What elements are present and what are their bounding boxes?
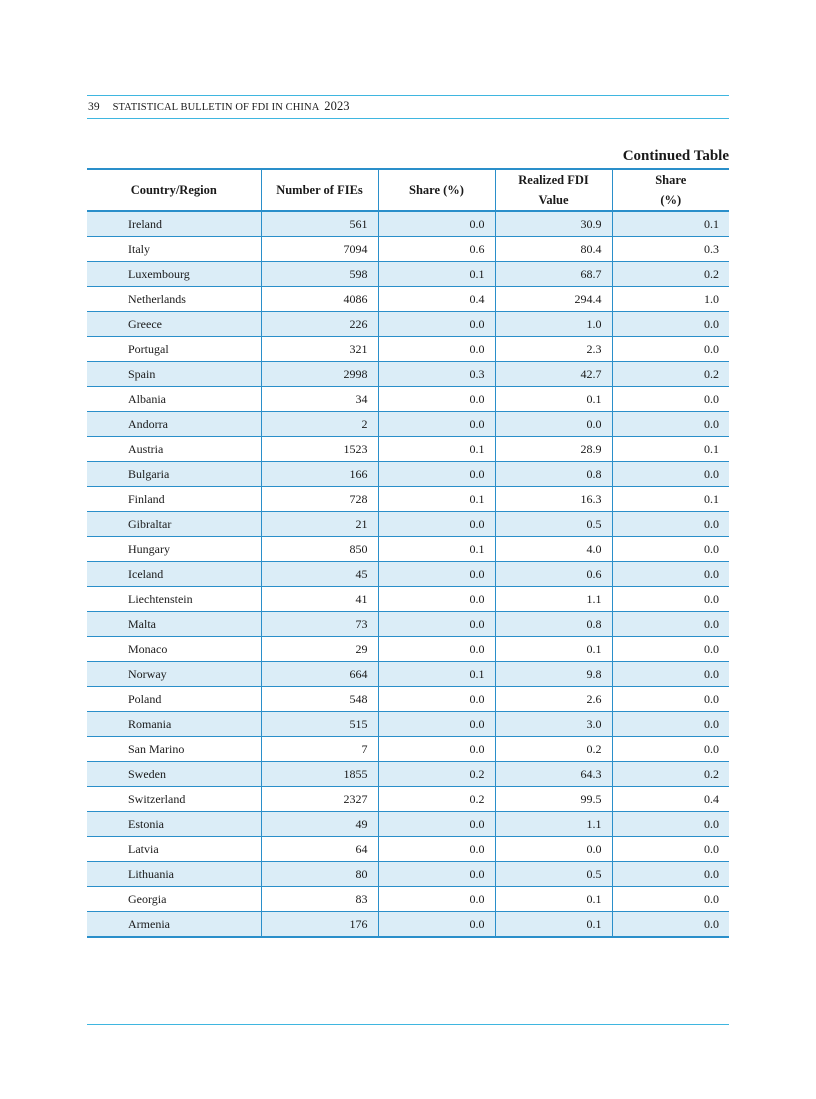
cell-country: Norway: [87, 662, 261, 687]
table-row: [87, 537, 729, 562]
cell-fies: 1523: [261, 437, 378, 462]
header-fies: [261, 169, 378, 211]
cell-country: Spain: [87, 362, 261, 387]
cell-country: Monaco: [87, 637, 261, 662]
cell-fdi-share: 0.0: [612, 862, 729, 887]
cell-fdi-share: 0.2: [612, 762, 729, 787]
cell-fdi-share: 0.0: [612, 912, 729, 938]
page-number: 39: [88, 101, 100, 113]
running-head: [88, 99, 350, 114]
cell-share: 0.0: [378, 211, 495, 237]
cell-realized-fdi: 99.5: [495, 787, 612, 812]
table-row: [87, 587, 729, 612]
cell-fdi-share: 0.0: [612, 537, 729, 562]
cell-fdi-share: 0.0: [612, 662, 729, 687]
cell-share: 0.1: [378, 262, 495, 287]
cell-fies: 548: [261, 687, 378, 712]
cell-fdi-share: 0.0: [612, 387, 729, 412]
cell-share: 0.0: [378, 387, 495, 412]
cell-fdi-share: 0.0: [612, 637, 729, 662]
table-row: [87, 237, 729, 262]
header-realized-fdi: [495, 169, 612, 211]
table-row: [87, 412, 729, 437]
table-row: [87, 737, 729, 762]
header-realized-fdi-line1: Realized FDI: [518, 173, 589, 187]
cell-share: 0.0: [378, 687, 495, 712]
cell-fdi-share: 0.2: [612, 362, 729, 387]
cell-realized-fdi: 64.3: [495, 762, 612, 787]
table-header-row: [87, 169, 729, 211]
cell-fdi-share: 0.2: [612, 262, 729, 287]
cell-fdi-share: 0.0: [612, 712, 729, 737]
cell-fies: 73: [261, 612, 378, 637]
table-row: [87, 262, 729, 287]
cell-fies: 598: [261, 262, 378, 287]
header-fdi-share-line1: Share: [655, 173, 687, 187]
cell-country: Greece: [87, 312, 261, 337]
cell-fdi-share: 0.1: [612, 211, 729, 237]
fdi-table: [87, 168, 729, 938]
cell-country: Latvia: [87, 837, 261, 862]
cell-realized-fdi: 0.5: [495, 512, 612, 537]
cell-realized-fdi: 0.0: [495, 837, 612, 862]
cell-country: Ireland: [87, 211, 261, 237]
cell-share: 0.0: [378, 562, 495, 587]
cell-realized-fdi: 30.9: [495, 211, 612, 237]
table-row: [87, 312, 729, 337]
table-row: [87, 912, 729, 938]
cell-share: 0.6: [378, 237, 495, 262]
cell-share: 0.0: [378, 462, 495, 487]
table-row: [87, 362, 729, 387]
cell-country: Liechtenstein: [87, 587, 261, 612]
cell-fies: 1855: [261, 762, 378, 787]
cell-fies: 45: [261, 562, 378, 587]
header-country-label: Country/Region: [130, 183, 217, 197]
cell-country: Italy: [87, 237, 261, 262]
cell-realized-fdi: 4.0: [495, 537, 612, 562]
cell-fdi-share: 0.1: [612, 487, 729, 512]
table-row: [87, 837, 729, 862]
cell-share: 0.1: [378, 487, 495, 512]
table-row: [87, 287, 729, 312]
cell-fies: 226: [261, 312, 378, 337]
cell-realized-fdi: 2.3: [495, 337, 612, 362]
cell-fies: 850: [261, 537, 378, 562]
cell-fies: 2998: [261, 362, 378, 387]
cell-fdi-share: 0.3: [612, 237, 729, 262]
table-row: [87, 862, 729, 887]
cell-fdi-share: 0.4: [612, 787, 729, 812]
cell-fies: 664: [261, 662, 378, 687]
cell-fdi-share: 0.0: [612, 587, 729, 612]
cell-realized-fdi: 0.8: [495, 462, 612, 487]
cell-realized-fdi: 28.9: [495, 437, 612, 462]
cell-share: 0.0: [378, 637, 495, 662]
cell-fdi-share: 1.0: [612, 287, 729, 312]
cell-realized-fdi: 16.3: [495, 487, 612, 512]
cell-country: Finland: [87, 487, 261, 512]
cell-share: 0.4: [378, 287, 495, 312]
cell-country: Netherlands: [87, 287, 261, 312]
bulletin-title: STATISTICAL BULLETIN OF FDI IN CHINA: [112, 102, 320, 113]
cell-fies: 80: [261, 862, 378, 887]
table-row: [87, 337, 729, 362]
cell-fies: 34: [261, 387, 378, 412]
table-caption: Continued Table: [622, 148, 729, 164]
bulletin-year: 2023: [324, 99, 350, 113]
cell-fdi-share: 0.0: [612, 462, 729, 487]
cell-realized-fdi: 0.1: [495, 387, 612, 412]
header-fies-label: Number of FIEs: [276, 183, 363, 197]
cell-country: Luxembourg: [87, 262, 261, 287]
table-row: [87, 487, 729, 512]
cell-share: 0.0: [378, 512, 495, 537]
cell-share: 0.1: [378, 662, 495, 687]
cell-country: Gibraltar: [87, 512, 261, 537]
cell-share: 0.1: [378, 437, 495, 462]
table-row: [87, 687, 729, 712]
cell-fies: 2: [261, 412, 378, 437]
header-share: [378, 169, 495, 211]
table-body: [87, 211, 729, 937]
header-fdi-share-line2: (%): [660, 193, 682, 207]
table-row: [87, 812, 729, 837]
table-row: [87, 612, 729, 637]
cell-fdi-share: 0.0: [612, 312, 729, 337]
cell-realized-fdi: 0.0: [495, 412, 612, 437]
table-row: [87, 562, 729, 587]
cell-realized-fdi: 1.1: [495, 812, 612, 837]
cell-fies: 176: [261, 912, 378, 938]
cell-country: Portugal: [87, 337, 261, 362]
cell-country: Austria: [87, 437, 261, 462]
cell-realized-fdi: 0.1: [495, 887, 612, 912]
cell-fies: 29: [261, 637, 378, 662]
header-rule-top: [87, 95, 729, 96]
cell-share: 0.0: [378, 712, 495, 737]
cell-country: Poland: [87, 687, 261, 712]
cell-share: 0.2: [378, 787, 495, 812]
cell-country: Albania: [87, 387, 261, 412]
cell-realized-fdi: 1.1: [495, 587, 612, 612]
cell-fdi-share: 0.0: [612, 687, 729, 712]
cell-country: Switzerland: [87, 787, 261, 812]
cell-realized-fdi: 0.6: [495, 562, 612, 587]
cell-country: Hungary: [87, 537, 261, 562]
cell-fdi-share: 0.0: [612, 562, 729, 587]
cell-fies: 4086: [261, 287, 378, 312]
cell-realized-fdi: 2.6: [495, 687, 612, 712]
header-country: [87, 169, 261, 211]
cell-country: Georgia: [87, 887, 261, 912]
cell-country: Lithuania: [87, 862, 261, 887]
table-row: [87, 211, 729, 237]
cell-fies: 321: [261, 337, 378, 362]
table-row: [87, 712, 729, 737]
cell-fies: 21: [261, 512, 378, 537]
cell-fdi-share: 0.0: [612, 512, 729, 537]
cell-share: 0.3: [378, 362, 495, 387]
cell-fies: 2327: [261, 787, 378, 812]
table-row: [87, 762, 729, 787]
cell-realized-fdi: 0.1: [495, 912, 612, 938]
cell-country: Armenia: [87, 912, 261, 938]
cell-share: 0.0: [378, 887, 495, 912]
header-fdi-share: [612, 169, 729, 211]
cell-fdi-share: 0.0: [612, 812, 729, 837]
cell-realized-fdi: 0.1: [495, 637, 612, 662]
table-row: [87, 512, 729, 537]
cell-country: Andorra: [87, 412, 261, 437]
cell-fdi-share: 0.0: [612, 337, 729, 362]
cell-country: Estonia: [87, 812, 261, 837]
table-row: [87, 637, 729, 662]
table-row: [87, 787, 729, 812]
cell-fies: 7094: [261, 237, 378, 262]
cell-fies: 83: [261, 887, 378, 912]
cell-share: 0.0: [378, 862, 495, 887]
table-row: [87, 462, 729, 487]
cell-share: 0.0: [378, 912, 495, 938]
cell-fdi-share: 0.0: [612, 837, 729, 862]
cell-realized-fdi: 68.7: [495, 262, 612, 287]
header-share-label: Share (%): [409, 183, 464, 197]
cell-share: 0.2: [378, 762, 495, 787]
cell-realized-fdi: 3.0: [495, 712, 612, 737]
cell-country: Sweden: [87, 762, 261, 787]
cell-realized-fdi: 0.2: [495, 737, 612, 762]
cell-fies: 561: [261, 211, 378, 237]
cell-realized-fdi: 9.8: [495, 662, 612, 687]
header-realized-fdi-line2: Value: [538, 193, 569, 207]
cell-realized-fdi: 0.5: [495, 862, 612, 887]
cell-share: 0.0: [378, 337, 495, 362]
cell-fies: 515: [261, 712, 378, 737]
cell-country: San Marino: [87, 737, 261, 762]
table-row: [87, 437, 729, 462]
cell-share: 0.0: [378, 812, 495, 837]
cell-realized-fdi: 42.7: [495, 362, 612, 387]
cell-share: 0.0: [378, 737, 495, 762]
cell-country: Bulgaria: [87, 462, 261, 487]
cell-fies: 41: [261, 587, 378, 612]
cell-share: 0.0: [378, 837, 495, 862]
header-rule-bottom: [87, 118, 729, 119]
cell-realized-fdi: 1.0: [495, 312, 612, 337]
cell-realized-fdi: 294.4: [495, 287, 612, 312]
footer-rule: [87, 1024, 729, 1025]
cell-country: Iceland: [87, 562, 261, 587]
cell-share: 0.0: [378, 587, 495, 612]
table-row: [87, 662, 729, 687]
cell-fies: 49: [261, 812, 378, 837]
cell-fies: 166: [261, 462, 378, 487]
cell-realized-fdi: 80.4: [495, 237, 612, 262]
cell-fies: 64: [261, 837, 378, 862]
cell-share: 0.0: [378, 312, 495, 337]
cell-share: 0.0: [378, 612, 495, 637]
cell-fdi-share: 0.0: [612, 612, 729, 637]
cell-country: Romania: [87, 712, 261, 737]
cell-fdi-share: 0.1: [612, 437, 729, 462]
table-row: [87, 887, 729, 912]
cell-fdi-share: 0.0: [612, 887, 729, 912]
cell-fies: 7: [261, 737, 378, 762]
cell-fdi-share: 0.0: [612, 737, 729, 762]
cell-country: Malta: [87, 612, 261, 637]
cell-share: 0.1: [378, 537, 495, 562]
cell-fdi-share: 0.0: [612, 412, 729, 437]
table-row: [87, 387, 729, 412]
cell-fies: 728: [261, 487, 378, 512]
cell-realized-fdi: 0.8: [495, 612, 612, 637]
cell-share: 0.0: [378, 412, 495, 437]
